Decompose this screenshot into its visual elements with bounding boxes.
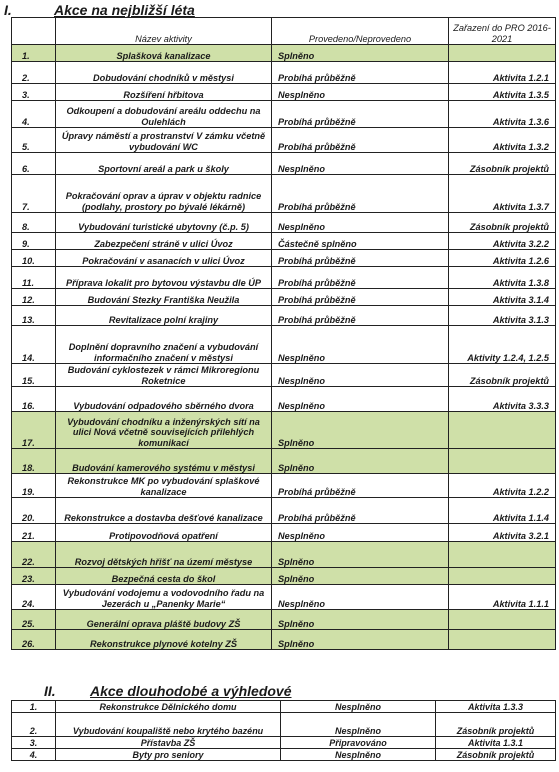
table-row xyxy=(12,524,556,542)
row-number: 22. xyxy=(12,542,56,568)
table-row xyxy=(12,498,556,524)
row-activity xyxy=(449,610,556,630)
row-number: 25. xyxy=(12,610,56,630)
table-row xyxy=(12,749,556,761)
row-name: Doplnění dopravního značení a vybudování informačního značení v městysi xyxy=(56,326,272,364)
row-status: Probíhá průběžně xyxy=(272,128,449,153)
row-activity: Zásobník projektů xyxy=(449,153,556,175)
row-activity: Zásobník projektů xyxy=(449,364,556,387)
row-number: 9. xyxy=(12,233,56,250)
row-activity: Zásobník projektů xyxy=(449,213,556,233)
row-status: Nesplněno xyxy=(272,84,449,101)
row-status: Probíhá průběžně xyxy=(272,62,449,84)
table-row xyxy=(12,45,556,62)
row-status: Nesplněno xyxy=(281,749,436,761)
row-name: Rekonstrukce Dělnického domu xyxy=(56,701,281,713)
row-number: 5. xyxy=(12,128,56,153)
section2-number: II. xyxy=(44,683,56,699)
header-name: Název aktivity xyxy=(56,18,272,45)
row-number: 19. xyxy=(12,474,56,498)
row-status: Splněno xyxy=(272,412,449,449)
table-row xyxy=(12,610,556,630)
row-status: Nesplněno xyxy=(272,364,449,387)
row-number: 7. xyxy=(12,175,56,213)
header-num xyxy=(12,18,56,45)
table-row xyxy=(12,250,556,267)
row-activity: Aktivita 3.1.4 xyxy=(449,289,556,306)
row-activity: Aktivita 1.2.6 xyxy=(449,250,556,267)
row-activity xyxy=(449,449,556,474)
row-number: 3. xyxy=(12,84,56,101)
row-name: Rekonstrukce plynové kotelny ZŠ xyxy=(56,630,272,650)
section1-number: I. xyxy=(4,2,12,18)
row-number: 18. xyxy=(12,449,56,474)
row-name: Bezpečná cesta do škol xyxy=(56,568,272,585)
row-activity: Aktivita 1.3.5 xyxy=(449,84,556,101)
table-row xyxy=(12,233,556,250)
row-number: 4. xyxy=(12,101,56,128)
row-number: 13. xyxy=(12,306,56,326)
row-number: 12. xyxy=(12,289,56,306)
table-row xyxy=(12,737,556,749)
row-name: Budování Stezky Františka Neužila xyxy=(56,289,272,306)
row-status: Nesplněno xyxy=(281,713,436,737)
row-status: Probíhá průběžně xyxy=(272,289,449,306)
row-activity xyxy=(449,45,556,62)
row-status: Splněno xyxy=(272,568,449,585)
row-status: Splněno xyxy=(272,542,449,568)
row-name: Pokračování oprav a úprav v objektu radnice (podlahy, prostory po bývalé lékárně) xyxy=(56,175,272,213)
table-row xyxy=(12,153,556,175)
table-row xyxy=(12,412,556,449)
row-activity: Aktivita 1.1.1 xyxy=(449,585,556,610)
row-number: 21. xyxy=(12,524,56,542)
row-status: Probíhá průběžně xyxy=(272,175,449,213)
row-name: Rozvoj dětských hřišť na území městyse xyxy=(56,542,272,568)
row-activity: Aktivita 1.3.7 xyxy=(449,175,556,213)
row-number: 15. xyxy=(12,364,56,387)
row-activity: Aktivita 3.1.3 xyxy=(449,306,556,326)
row-status: Splněno xyxy=(272,45,449,62)
table-row xyxy=(12,326,556,364)
table-row xyxy=(12,101,556,128)
row-status: Splněno xyxy=(272,630,449,650)
header-status: Provedeno/Neprovedeno xyxy=(272,18,449,45)
row-name: Revitalizace polní krajiny xyxy=(56,306,272,326)
row-activity: Aktivita 3.3.3 xyxy=(449,387,556,412)
row-status: Splněno xyxy=(272,449,449,474)
row-name: Splašková kanalizace xyxy=(56,45,272,62)
row-activity: Aktivita 1.3.3 xyxy=(436,701,556,713)
row-number: 17. xyxy=(12,412,56,449)
table-row xyxy=(12,630,556,650)
row-number: 4. xyxy=(12,749,56,761)
row-number: 10. xyxy=(12,250,56,267)
row-number: 24. xyxy=(12,585,56,610)
row-name: Budování kamerového systému v městysi xyxy=(56,449,272,474)
table-row xyxy=(12,289,556,306)
row-name: Pokračování v asanacích v ulici Úvoz xyxy=(56,250,272,267)
row-status: Částečně splněno xyxy=(272,233,449,250)
table-row xyxy=(12,62,556,84)
row-status: Nesplněno xyxy=(272,387,449,412)
row-status: Probíhá průběžně xyxy=(272,250,449,267)
row-status: Nesplněno xyxy=(272,585,449,610)
table-row xyxy=(12,128,556,153)
row-status: Připravováno xyxy=(281,737,436,749)
table-row xyxy=(12,267,556,289)
row-activity: Aktivita 1.2.2 xyxy=(449,474,556,498)
row-status: Nesplněno xyxy=(272,326,449,364)
row-activity xyxy=(449,542,556,568)
row-number: 14. xyxy=(12,326,56,364)
row-name: Vybudování turistické ubytovny (č.p. 5) xyxy=(56,213,272,233)
row-number: 6. xyxy=(12,153,56,175)
row-activity: Aktivita 1.3.2 xyxy=(449,128,556,153)
row-name: Generální oprava pláště budovy ZŠ xyxy=(56,610,272,630)
table-row xyxy=(12,585,556,610)
table-row xyxy=(12,306,556,326)
row-number: 3. xyxy=(12,737,56,749)
row-number: 1. xyxy=(12,45,56,62)
row-status: Probíhá průběžně xyxy=(272,474,449,498)
row-activity xyxy=(449,630,556,650)
table-row xyxy=(12,175,556,213)
row-name: Sportovní areál a park u školy xyxy=(56,153,272,175)
table-row xyxy=(12,542,556,568)
row-activity: Zásobník projektů xyxy=(436,713,556,737)
row-name: Příprava lokalit pro bytovou výstavbu dle ÚP xyxy=(56,267,272,289)
row-activity: Aktivita 3.2.2 xyxy=(449,233,556,250)
row-number: 16. xyxy=(12,387,56,412)
table-header-row xyxy=(12,18,556,45)
table-row xyxy=(12,474,556,498)
row-number: 2. xyxy=(12,62,56,84)
section2-title: Akce dlouhodobé a výhledové xyxy=(90,683,292,699)
row-number: 20. xyxy=(12,498,56,524)
row-number: 8. xyxy=(12,213,56,233)
row-name: Rozšíření hřbitova xyxy=(56,84,272,101)
table-row xyxy=(12,84,556,101)
row-number: 1. xyxy=(12,701,56,713)
row-status: Probíhá průběžně xyxy=(272,267,449,289)
row-activity: Aktivita 1.2.1 xyxy=(449,62,556,84)
row-status: Probíhá průběžně xyxy=(272,498,449,524)
table-row xyxy=(12,449,556,474)
row-activity: Aktivity 1.2.4, 1.2.5 xyxy=(449,326,556,364)
row-number: 11. xyxy=(12,267,56,289)
table-row xyxy=(12,213,556,233)
row-number: 2. xyxy=(12,713,56,737)
section2-table xyxy=(11,700,556,761)
table-row xyxy=(12,701,556,713)
row-activity: Aktivita 1.3.8 xyxy=(449,267,556,289)
row-name: Dobudování chodníků v městysi xyxy=(56,62,272,84)
row-name: Zabezpečení stráně v ulici Úvoz xyxy=(56,233,272,250)
row-activity: Aktivita 1.3.1 xyxy=(436,737,556,749)
row-status: Probíhá průběžně xyxy=(272,101,449,128)
row-status: Nesplněno xyxy=(272,524,449,542)
row-status: Nesplněno xyxy=(272,153,449,175)
row-name: Rekonstrukce MK po vybudování splaškové kanalizace xyxy=(56,474,272,498)
row-name: Vybudování vodojemu a vodovodního řadu na Jezerách u „Panenky Marie“ xyxy=(56,585,272,610)
table-row xyxy=(12,713,556,737)
row-activity: Aktivita 1.1.4 xyxy=(449,498,556,524)
row-number: 26. xyxy=(12,630,56,650)
row-activity xyxy=(449,568,556,585)
row-name: Budování cyklostezek v rámci Mikroregionu Roketnice xyxy=(56,364,272,387)
row-name: Vybudování odpadového sběrného dvora xyxy=(56,387,272,412)
section1-title: Akce na nejbližší léta xyxy=(54,2,195,18)
row-status: Splněno xyxy=(272,610,449,630)
header-activity: Zařazení do PRO 2016-2021 xyxy=(449,18,556,45)
row-activity: Zásobník projektů xyxy=(436,749,556,761)
row-status: Nesplněno xyxy=(272,213,449,233)
section2-heading xyxy=(44,683,364,701)
section1-table xyxy=(11,17,556,650)
row-name: Byty pro seniory xyxy=(56,749,281,761)
row-activity xyxy=(449,412,556,449)
row-name: Protipovodňová opatření xyxy=(56,524,272,542)
row-activity: Aktivita 1.3.6 xyxy=(449,101,556,128)
row-name: Vybudování koupaliště nebo krytého bazénu xyxy=(56,713,281,737)
row-name: Úpravy náměstí a prostranství V zámku včetně vybudování WC xyxy=(56,128,272,153)
table-row xyxy=(12,387,556,412)
table-row xyxy=(12,364,556,387)
row-status: Probíhá průběžně xyxy=(272,306,449,326)
row-name: Odkoupení a dobudování areálu oddechu na Oulehlách xyxy=(56,101,272,128)
row-number: 23. xyxy=(12,568,56,585)
row-status: Nesplněno xyxy=(281,701,436,713)
table-row xyxy=(12,568,556,585)
row-name: Přístavba ZŠ xyxy=(56,737,281,749)
row-name: Rekonstrukce a dostavba dešťové kanalizace xyxy=(56,498,272,524)
row-name: Vybudování chodníku a inženýrských sítí na ulici Nová včetně souvisejících přilehlých komunikací xyxy=(56,412,272,449)
row-activity: Aktivita 3.2.1 xyxy=(449,524,556,542)
